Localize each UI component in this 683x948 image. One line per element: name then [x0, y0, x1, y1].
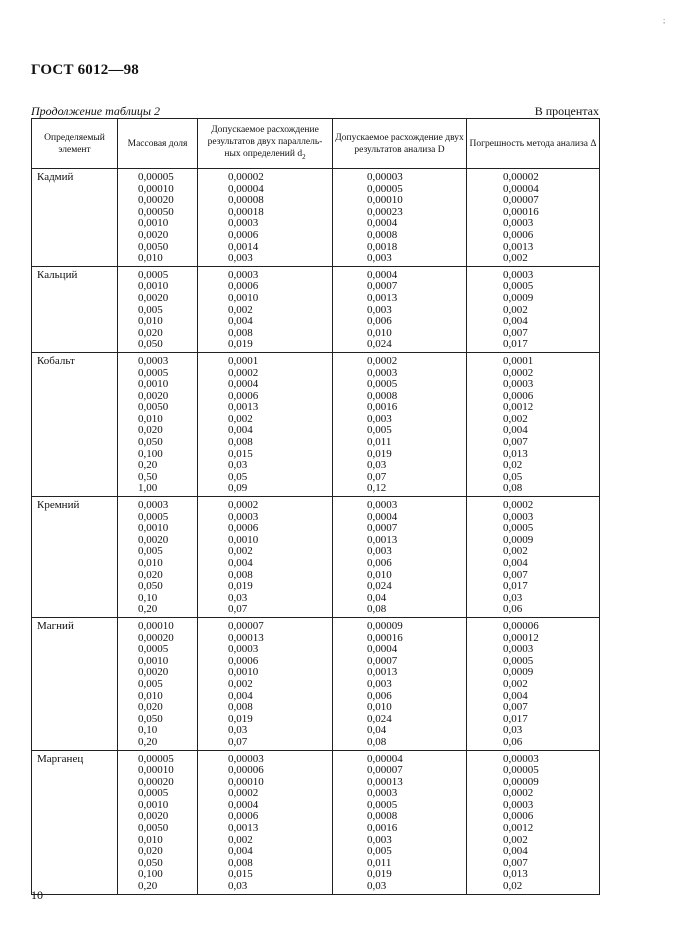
- value: 0,020: [138, 845, 163, 858]
- value: 0,0003: [503, 217, 534, 230]
- value: 0,010: [367, 326, 392, 339]
- value: 0,007: [503, 856, 528, 869]
- value: 0,020: [138, 326, 163, 339]
- value: 0,008: [228, 856, 253, 869]
- value: 0,08: [367, 603, 387, 616]
- value: 0,004: [503, 689, 528, 702]
- value: 0,00002: [503, 171, 539, 183]
- value: 0,004: [503, 424, 528, 437]
- value: 0,00007: [367, 764, 403, 777]
- table-row: [32, 169, 600, 267]
- value: 0,05: [503, 470, 523, 483]
- value: 0,0001: [503, 354, 534, 367]
- value: 0,010: [138, 252, 163, 265]
- header-subscript: 2: [302, 152, 306, 161]
- value: 0,0020: [138, 389, 169, 402]
- mass-fraction-cell: [118, 352, 198, 496]
- value: 0,010: [367, 568, 392, 581]
- value: 0,00007: [228, 619, 264, 632]
- value: 0,0003: [503, 510, 534, 523]
- value: 0,005: [138, 545, 163, 558]
- element-name: Магний: [32, 617, 118, 750]
- value: 0,08: [503, 482, 523, 495]
- value: 0,02: [503, 459, 523, 472]
- value: 0,0003: [503, 378, 534, 391]
- value: 0,007: [503, 326, 528, 339]
- value: 0,002: [228, 545, 253, 558]
- value: 0,00020: [138, 631, 174, 644]
- value: 0,00010: [138, 619, 174, 632]
- value: 0,00010: [367, 194, 403, 207]
- value: 0,0013: [503, 240, 534, 253]
- value: 0,010: [138, 315, 163, 328]
- value: 0,0007: [367, 654, 398, 667]
- value: 0,007: [503, 568, 528, 581]
- value: 0,03: [228, 459, 248, 472]
- header-element: Определяемый элемент: [32, 119, 118, 169]
- value: 0,00002: [228, 171, 264, 183]
- header-parallel-discrepancy-text: Допускаемое расхождение результатов двух параллель-ных определений d: [207, 125, 323, 160]
- value: 0,0010: [228, 533, 259, 546]
- value: 0,002: [503, 252, 528, 265]
- value: 0,0010: [138, 280, 169, 293]
- value: 0,00016: [503, 205, 539, 218]
- value: 0,007: [503, 436, 528, 449]
- value: 0,002: [228, 303, 253, 316]
- value: 0,00005: [138, 171, 174, 183]
- value: 0,0012: [503, 822, 534, 835]
- value: 0,019: [228, 712, 253, 725]
- value: 0,004: [503, 557, 528, 569]
- value: 0,017: [503, 580, 528, 593]
- value: 0,0050: [138, 401, 169, 414]
- value: 0,03: [228, 591, 248, 604]
- value: 0,0005: [138, 366, 169, 379]
- value: 0,0013: [367, 533, 398, 546]
- value: 0,0016: [367, 822, 398, 835]
- value: 0,00005: [138, 752, 174, 765]
- value: 0,00010: [138, 764, 174, 777]
- value: 0,008: [228, 326, 253, 339]
- value: 0,50: [138, 470, 158, 483]
- value: 0,00020: [138, 194, 174, 207]
- standard-title: ГОСТ 6012—98: [31, 62, 140, 78]
- table-continuation-label: Продолжение таблицы 2: [31, 104, 161, 118]
- value: 0,0010: [138, 522, 169, 535]
- value: 0,0003: [228, 643, 259, 656]
- value: 0,004: [503, 845, 528, 858]
- value: 0,002: [503, 833, 528, 846]
- value: 0,010: [138, 557, 163, 569]
- value: 0,00023: [367, 205, 403, 218]
- value: 0,0010: [138, 217, 169, 230]
- value: 0,017: [503, 712, 528, 725]
- value: 0,07: [228, 735, 248, 748]
- value: 0,20: [138, 459, 158, 472]
- value: 0,06: [503, 735, 523, 748]
- value: 0,0005: [138, 510, 169, 523]
- parallel-discrepancy-cell: [198, 750, 333, 894]
- value: 0,0002: [367, 354, 398, 367]
- value: 0,00007: [503, 194, 539, 207]
- value: 0,0005: [138, 787, 169, 800]
- page-number: 10: [31, 888, 43, 902]
- value: 0,0006: [228, 654, 259, 667]
- value: 0,0020: [138, 666, 169, 679]
- value: 0,00050: [138, 205, 174, 218]
- value: 0,00006: [503, 619, 539, 632]
- value: 0,015: [228, 447, 253, 460]
- value: 0,006: [367, 689, 392, 702]
- value: 0,0008: [367, 228, 398, 241]
- value: 0,0002: [503, 787, 534, 800]
- mass-fraction-cell: [118, 617, 198, 750]
- value: 0,00013: [228, 631, 264, 644]
- value: 0,050: [138, 436, 163, 449]
- value: 0,002: [228, 412, 253, 425]
- value: 0,003: [228, 252, 253, 265]
- value: 0,100: [138, 447, 163, 460]
- value: 0,0020: [138, 228, 169, 241]
- value: 0,0005: [503, 654, 534, 667]
- value: 0,20: [138, 603, 158, 616]
- method-error-cell: [467, 497, 600, 618]
- method-error-cell: [467, 750, 600, 894]
- value: 0,003: [367, 545, 392, 558]
- value: 0,00020: [138, 775, 174, 788]
- value: 0,0007: [367, 522, 398, 535]
- value: 0,00018: [228, 205, 264, 218]
- value: 0,003: [367, 412, 392, 425]
- value: 0,010: [138, 412, 163, 425]
- value: 0,0005: [367, 798, 398, 811]
- value: 0,0003: [138, 354, 169, 367]
- value: 0,02: [503, 880, 523, 893]
- value: 0,0003: [503, 643, 534, 656]
- method-error-cell: [467, 352, 600, 496]
- value: 0,050: [138, 580, 163, 593]
- value: 0,004: [228, 557, 253, 569]
- value: 0,12: [367, 482, 387, 495]
- value: 0,020: [138, 424, 163, 437]
- value: 0,0003: [228, 268, 259, 281]
- value: 0,100: [138, 868, 163, 881]
- value: 0,017: [503, 338, 528, 351]
- value: 0,008: [228, 568, 253, 581]
- value: 0,050: [138, 856, 163, 869]
- method-error-cell: [467, 266, 600, 352]
- value: 0,005: [138, 303, 163, 316]
- results-discrepancy-cell: [333, 617, 467, 750]
- value: 0,003: [367, 833, 392, 846]
- value: 0,008: [228, 701, 253, 714]
- value: 0,0002: [503, 499, 534, 512]
- value: 0,0006: [503, 228, 534, 241]
- value: 0,10: [138, 591, 158, 604]
- value: 0,0006: [228, 810, 259, 823]
- results-discrepancy-cell: [333, 497, 467, 618]
- value: 0,04: [367, 591, 387, 604]
- value: 0,0006: [503, 389, 534, 402]
- value: 0,0002: [228, 366, 259, 379]
- value: 0,00004: [228, 182, 264, 195]
- value: 0,0013: [367, 291, 398, 304]
- element-name: Кремний: [32, 497, 118, 618]
- value: 0,00009: [367, 619, 403, 632]
- value: 0,00013: [367, 775, 403, 788]
- header-parallel-discrepancy: [198, 119, 333, 169]
- value: 0,0010: [138, 654, 169, 667]
- corner-mark: ;: [663, 16, 666, 25]
- value: 0,05: [228, 470, 248, 483]
- table-header-row: [32, 119, 600, 169]
- value: 0,0002: [503, 366, 534, 379]
- value: 0,019: [228, 338, 253, 351]
- value: 0,00003: [367, 171, 403, 183]
- value: 0,006: [367, 315, 392, 328]
- value: 0,0005: [138, 268, 169, 281]
- value: 0,050: [138, 712, 163, 725]
- header-method-error: Погрешность метода анализа Δ: [467, 119, 600, 169]
- value: 0,010: [367, 701, 392, 714]
- element-name: Кобальт: [32, 352, 118, 496]
- value: 0,0006: [228, 522, 259, 535]
- value: 0,003: [367, 303, 392, 316]
- value: 0,00005: [367, 182, 403, 195]
- results-discrepancy-cell: [333, 750, 467, 894]
- value: 0,019: [367, 868, 392, 881]
- table-row: [32, 497, 600, 618]
- value: 0,0020: [138, 533, 169, 546]
- mass-fraction-cell: [118, 497, 198, 618]
- value: 0,020: [138, 701, 163, 714]
- value: 0,08: [367, 735, 387, 748]
- value: 0,0050: [138, 822, 169, 835]
- value: 0,003: [367, 252, 392, 265]
- mass-fraction-cell: [118, 266, 198, 352]
- value: 0,00006: [228, 764, 264, 777]
- element-name: Марганец: [32, 750, 118, 894]
- value: 0,0005: [503, 522, 534, 535]
- value: 0,024: [367, 712, 392, 725]
- value: 0,007: [503, 701, 528, 714]
- value: 0,00004: [503, 182, 539, 195]
- value: 0,03: [228, 724, 248, 737]
- value: 0,0004: [228, 798, 259, 811]
- value: 0,00016: [367, 631, 403, 644]
- element-name: Кадмий: [32, 169, 118, 267]
- value: 0,04: [367, 724, 387, 737]
- value: 0,0004: [367, 217, 398, 230]
- value: 0,013: [503, 447, 528, 460]
- method-error-cell: [467, 617, 600, 750]
- value: 1,00: [138, 482, 158, 495]
- value: 0,002: [503, 545, 528, 558]
- value: 0,0006: [228, 280, 259, 293]
- value: 0,00010: [138, 182, 174, 195]
- value: 0,005: [367, 845, 392, 858]
- value: 0,00009: [503, 775, 539, 788]
- value: 0,0018: [367, 240, 398, 253]
- value: 0,00004: [367, 752, 403, 765]
- element-name: Кальций: [32, 266, 118, 352]
- value: 0,019: [367, 447, 392, 460]
- value: 0,0003: [367, 499, 398, 512]
- value: 0,0001: [228, 354, 259, 367]
- results-discrepancy-cell: [333, 352, 467, 496]
- value: 0,0003: [228, 217, 259, 230]
- value: 0,0005: [138, 643, 169, 656]
- value: 0,10: [138, 724, 158, 737]
- value: 0,003: [367, 677, 392, 690]
- value: 0,0008: [367, 810, 398, 823]
- value: 0,00003: [503, 752, 539, 765]
- data-table: [31, 118, 600, 895]
- value: 0,0013: [367, 666, 398, 679]
- value: 0,011: [367, 436, 392, 449]
- parallel-discrepancy-cell: [198, 352, 333, 496]
- value: 0,0010: [138, 798, 169, 811]
- value: 0,024: [367, 338, 392, 351]
- results-discrepancy-cell: [333, 266, 467, 352]
- value: 0,010: [138, 689, 163, 702]
- value: 0,0003: [138, 499, 169, 512]
- value: 0,00008: [228, 194, 264, 207]
- value: 0,004: [503, 315, 528, 328]
- value: 0,020: [138, 568, 163, 581]
- value: 0,03: [503, 591, 523, 604]
- value: 0,004: [228, 689, 253, 702]
- value: 0,0020: [138, 291, 169, 304]
- value: 0,002: [503, 303, 528, 316]
- value: 0,0012: [503, 401, 534, 414]
- value: 0,06: [503, 603, 523, 616]
- value: 0,00012: [503, 631, 539, 644]
- value: 0,0003: [503, 268, 534, 281]
- value: 0,09: [228, 482, 248, 495]
- value: 0,0013: [228, 401, 259, 414]
- value: 0,0009: [503, 533, 534, 546]
- value: 0,0002: [228, 499, 259, 512]
- table-row: [32, 266, 600, 352]
- value: 0,0010: [138, 378, 169, 391]
- value: 0,004: [228, 424, 253, 437]
- header-results-discrepancy: Допускаемое расхождение двух результатов анализа D: [333, 119, 467, 169]
- value: 0,010: [138, 833, 163, 846]
- value: 0,004: [228, 845, 253, 858]
- value: 0,0005: [503, 280, 534, 293]
- value: 0,0010: [228, 291, 259, 304]
- value: 0,0014: [228, 240, 259, 253]
- value: 0,20: [138, 880, 158, 893]
- value: 0,0006: [228, 228, 259, 241]
- value: 0,0050: [138, 240, 169, 253]
- value: 0,0004: [367, 268, 398, 281]
- value: 0,03: [228, 880, 248, 893]
- parallel-discrepancy-cell: [198, 266, 333, 352]
- value: 0,0004: [367, 643, 398, 656]
- value: 0,03: [367, 459, 387, 472]
- table-row: [32, 617, 600, 750]
- value: 0,050: [138, 338, 163, 351]
- value: 0,0003: [503, 798, 534, 811]
- value: 0,0002: [228, 787, 259, 800]
- value: 0,0013: [228, 822, 259, 835]
- value: 0,019: [228, 580, 253, 593]
- value: 0,0005: [367, 378, 398, 391]
- value: 0,0003: [367, 366, 398, 379]
- value: 0,0006: [503, 810, 534, 823]
- value: 0,0020: [138, 810, 169, 823]
- value: 0,00003: [228, 752, 264, 765]
- units-label: В процентах: [534, 104, 599, 118]
- parallel-discrepancy-cell: [198, 617, 333, 750]
- value: 0,006: [367, 557, 392, 569]
- value: 0,008: [228, 436, 253, 449]
- value: 0,0003: [228, 510, 259, 523]
- method-error-cell: [467, 169, 600, 267]
- value: 0,0007: [367, 280, 398, 293]
- value: 0,002: [503, 677, 528, 690]
- value: 0,0009: [503, 291, 534, 304]
- value: 0,00010: [228, 775, 264, 788]
- value: 0,0003: [367, 787, 398, 800]
- value: 0,00005: [503, 764, 539, 777]
- value: 0,004: [228, 315, 253, 328]
- value: 0,013: [503, 868, 528, 881]
- value: 0,07: [228, 603, 248, 616]
- table-row: [32, 750, 600, 894]
- value: 0,20: [138, 735, 158, 748]
- header-mass-fraction: Массовая доля: [118, 119, 198, 169]
- value: 0,03: [367, 880, 387, 893]
- value: 0,0004: [228, 378, 259, 391]
- results-discrepancy-cell: [333, 169, 467, 267]
- mass-fraction-cell: [118, 169, 198, 267]
- value: 0,07: [367, 470, 387, 483]
- table-row: [32, 352, 600, 496]
- value: 0,0008: [367, 389, 398, 402]
- parallel-discrepancy-cell: [198, 169, 333, 267]
- value: 0,024: [367, 580, 392, 593]
- value: 0,0010: [228, 666, 259, 679]
- parallel-discrepancy-cell: [198, 497, 333, 618]
- value: 0,005: [367, 424, 392, 437]
- value: 0,0009: [503, 666, 534, 679]
- value: 0,011: [367, 856, 392, 869]
- value: 0,0016: [367, 401, 398, 414]
- value: 0,03: [503, 724, 523, 737]
- value: 0,0004: [367, 510, 398, 523]
- value: 0,002: [503, 412, 528, 425]
- value: 0,0006: [228, 389, 259, 402]
- value: 0,005: [138, 677, 163, 690]
- value: 0,015: [228, 868, 253, 881]
- value: 0,002: [228, 677, 253, 690]
- value: 0,002: [228, 833, 253, 846]
- mass-fraction-cell: [118, 750, 198, 894]
